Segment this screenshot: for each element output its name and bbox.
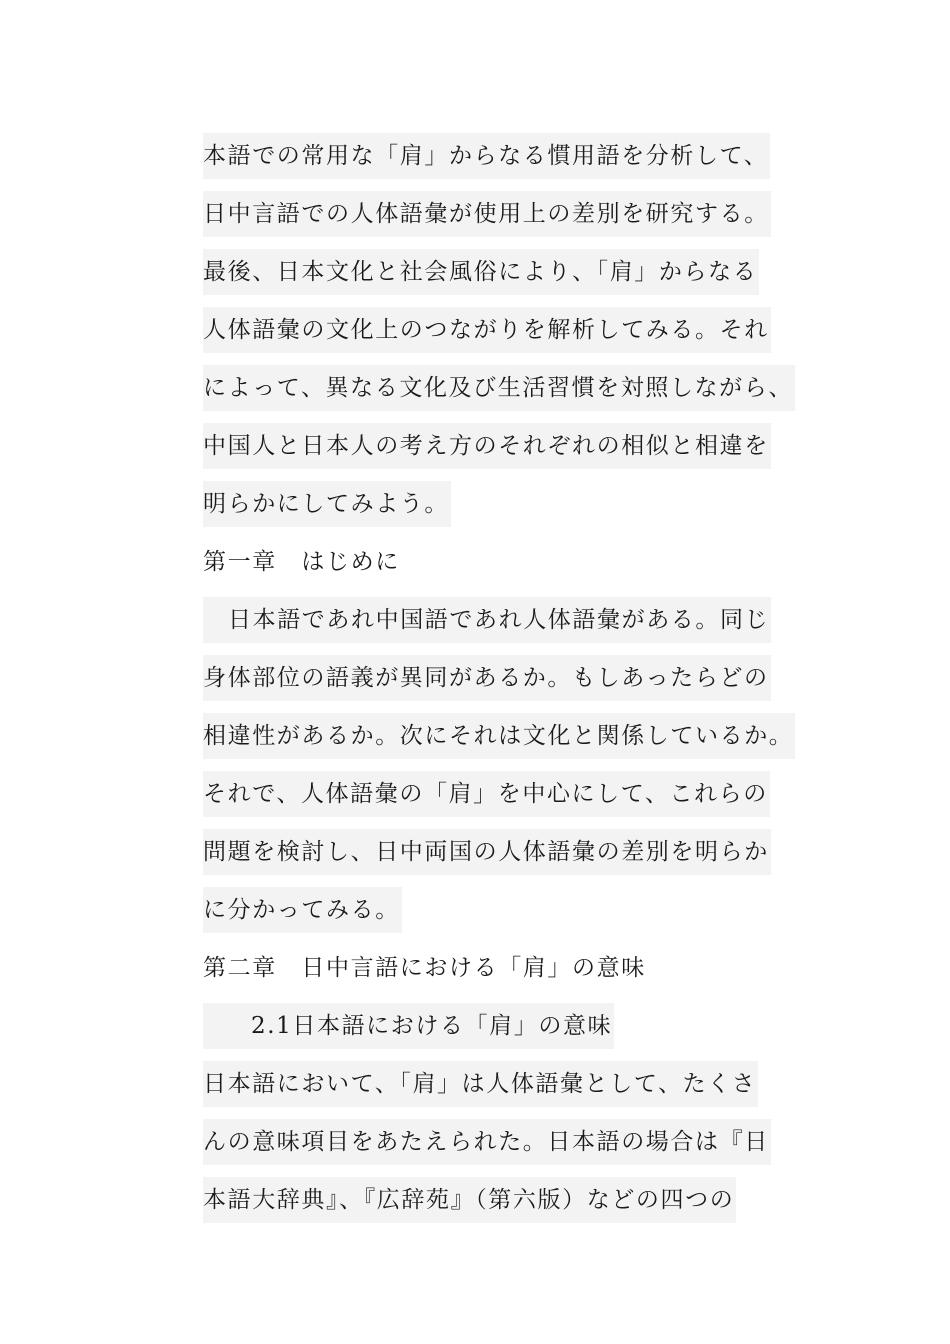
line-text: 問題を検討し、日中両国の人体語彙の差別を明らか [203, 829, 771, 875]
text-line [203, 307, 843, 365]
line-text: 日中言語での人体語彙が使用上の差別を研究する。 [203, 191, 771, 237]
text-line [203, 887, 843, 945]
text-line [203, 249, 843, 307]
line-text: 身体部位の語義が異同があるか。もしあったらどの [203, 655, 771, 701]
line-text: それで、人体語彙の「肩」を中心にして、これらの [203, 771, 770, 817]
heading-text: 第二章 日中言語における「肩」の意味 [203, 955, 646, 981]
line-text: に分かってみる。 [203, 887, 402, 933]
heading-text: 第一章 はじめに [203, 549, 400, 575]
text-line [203, 1061, 843, 1119]
line-text: んの意味項目をあたえられた。日本語の場合は『日 [203, 1119, 771, 1165]
line-text: によって、異なる文化及び生活習慣を対照しながら、 [203, 365, 795, 411]
text-line [203, 481, 843, 539]
heading-text: 2.1日本語における「肩」の意味 [203, 1003, 614, 1049]
text-line [203, 365, 843, 423]
text-line [203, 1177, 843, 1235]
text-line [203, 133, 843, 191]
text-line [203, 713, 843, 771]
line-text: 日本語において、「肩」は人体語彙として、たくさ [203, 1061, 758, 1107]
line-text: 人体語彙の文化上のつながりを解析してみる。それ [203, 307, 771, 353]
line-text: 日本語であれ中国語であれ人体語彙がある。同じ [203, 597, 771, 643]
text-line [203, 1119, 843, 1177]
text-line [203, 771, 843, 829]
line-text: 本語での常用な「肩」からなる慣用語を分析して、 [203, 133, 770, 179]
chapter-1-heading [203, 539, 843, 597]
text-line [203, 829, 843, 887]
text-line [203, 191, 843, 249]
text-line [203, 597, 843, 655]
text-line [203, 655, 843, 713]
line-text: 明らかにしてみよう。 [203, 481, 451, 527]
line-text: 相違性があるか。次にそれは文化と関係しているか。 [203, 713, 795, 759]
line-text: 最後、日本文化と社会風俗により、「肩」からなる [203, 249, 759, 295]
line-text: 本語大辞典』、『広辞苑』（第六版）などの四つの [203, 1177, 736, 1223]
section-2-1-heading [203, 1003, 843, 1061]
text-line [203, 423, 843, 481]
body-text [203, 133, 843, 1235]
line-text: 中国人と日本人の考え方のそれぞれの相似と相違を [203, 423, 771, 469]
chapter-2-heading [203, 945, 843, 1003]
